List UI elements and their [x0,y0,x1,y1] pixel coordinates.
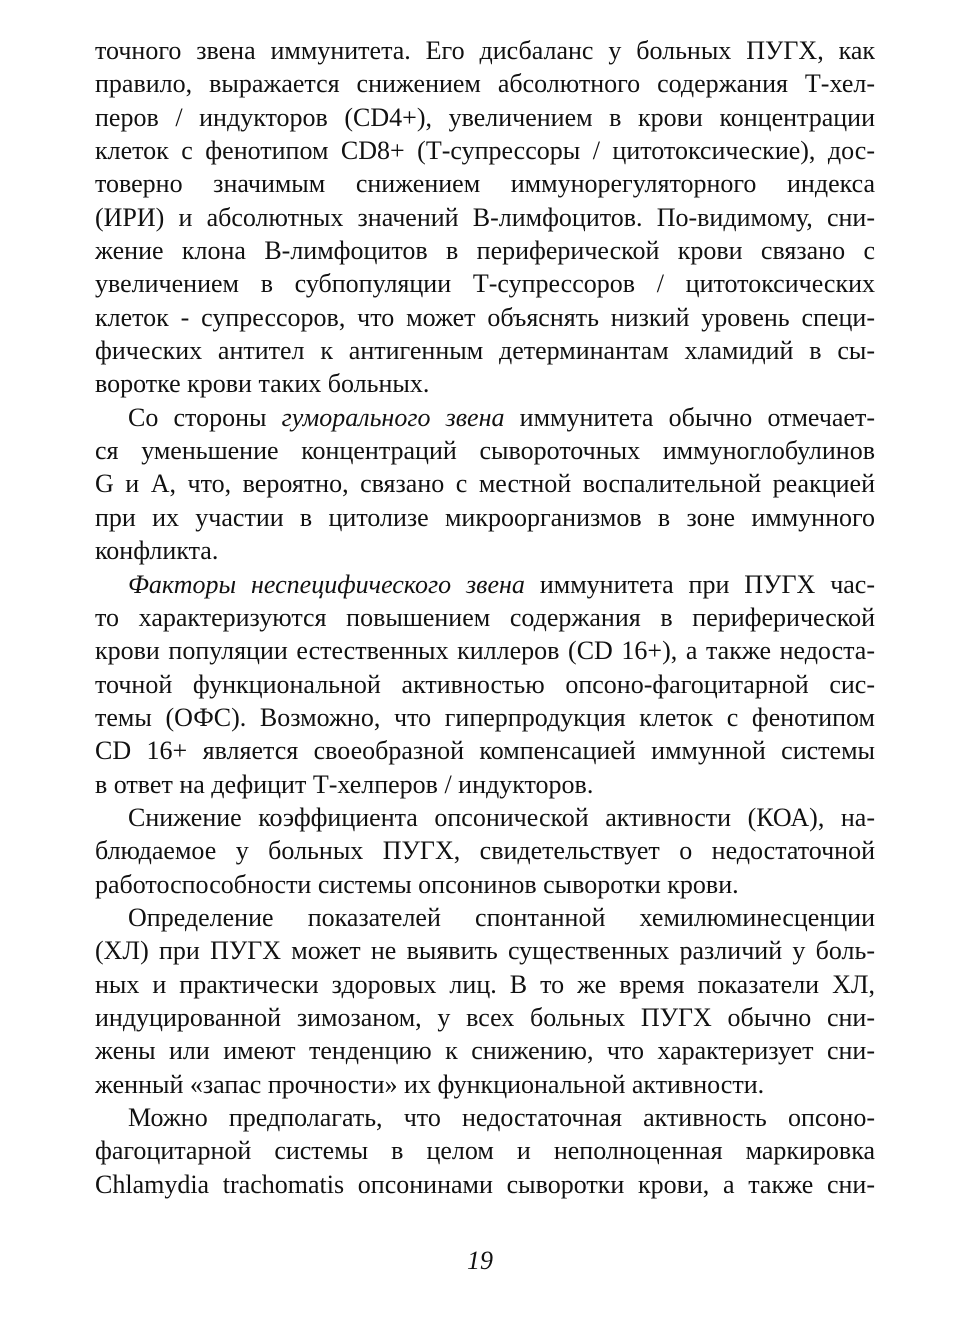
text-line [95,568,875,601]
text-run: иммунитета при ПУГХ час- [524,569,876,599]
text-line: увеличением в субпопуляции Т-супрессоров / цитотоксических [95,269,875,299]
text-line: ся уменьшение концентраций сывороточных иммуноглобулинов [95,436,875,466]
text-line: (ХЛ) при ПУГХ может не выявить существенных различий у боль- [95,936,875,966]
text-line: то характеризуются повышением содержания в периферической [95,602,875,632]
text-line: фагоцитарной системы в целом и неполноценная маркировка [95,1136,875,1166]
text-line: G и А, что, вероятно, связано с местной воспалительной реакцией [95,469,875,499]
italic-term: гуморального звена [281,402,505,432]
text-line: клеток с фенотипом CD8+ (Т-супрессоры / цитотоксические), дос- [95,136,875,166]
text-line: клеток - супрессоров, что может объяснять низкий уровень специ- [95,302,875,332]
text-line: женный «запас прочности» их функциональной активности. [95,1069,765,1099]
italic-term: Факторы неспецифического звена [128,569,525,599]
text-line [95,401,875,434]
text-line: правило, выражается снижением абсолютного содержания Т-хел- [95,69,875,99]
text-line: воротке крови таких больных. [95,369,430,399]
text-line: перов / индукторов (CD4+), увеличением в крови концентрации [95,102,875,132]
text-line: конфликта. [95,536,219,566]
text-line: CD 16+ является своеобразной компенсацией иммунной системы [95,736,875,766]
text-line: жены или имеют тенденцию к снижению, что характеризует сни- [95,1036,875,1066]
text-line: индуцированной зимозаном, у всех больных ПУГХ обычно сни- [95,1002,875,1032]
page-number: 19 [467,1246,493,1275]
text-line: в ответ на дефицит Т-хелперов / индукторов. [95,769,594,799]
paragraph-1 [95,34,875,401]
text-line: блюдаемое у больных ПУГХ, свидетельствует о недостаточной [95,836,875,866]
paragraph-4 [95,801,875,901]
paragraph-6 [95,1101,875,1201]
text-run: иммунитета обычно отмечает- [504,402,875,432]
page-body [95,34,875,1201]
text-line: темы (ОФС). Возможно, что гиперпродукция клеток с фенотипом [95,702,875,732]
text-line: крови популяции естественных киллеров (CD 16+), а также недоста- [95,636,875,666]
text-line: точного звена иммунитета. Его дисбаланс у больных ПУГХ, как [95,36,875,65]
paragraph-5 [95,901,875,1101]
text-line: Определение показателей спонтанной хемилюминесценции [128,902,875,932]
text-line: жение клона В-лимфоцитов в периферической крови связано с [95,236,875,266]
text-line: работоспособности системы опсонинов сыворотки крови. [95,869,739,899]
text-line: Chlamydia trachomatis опсонинами сыворотки крови, а также сни- [95,1169,875,1199]
text-line: фических антител к антигенным детерминантам хламидий в сы- [95,336,875,366]
text-line: товерно значимым снижением иммунорегуляторного индекса [95,169,875,199]
text-line: Можно предполагать, что недостаточная активность опсоно- [128,1103,875,1132]
text-line: ных и практически здоровых лиц. В то же время показатели ХЛ, [95,969,875,999]
text-line: при их участии в цитолизе микроорганизмов в зоне иммунного [95,502,875,532]
text-line: Снижение коэффициента опсонической активности (КОА), на- [128,802,875,832]
paragraph-2 [95,401,875,568]
paragraph-3 [95,568,875,801]
text-line: точной функциональной активностью опсоно-фагоцитарной сис- [95,669,875,699]
text-run: Со стороны [128,402,282,432]
text-line: (ИРИ) и абсолютных значений В-лимфоцитов. По-видимому, сни- [95,202,875,232]
